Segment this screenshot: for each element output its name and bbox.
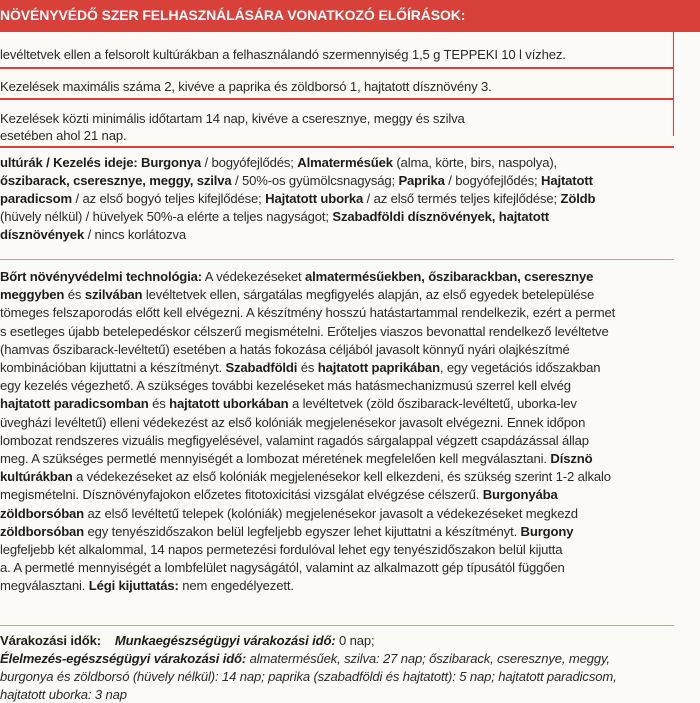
technology-line — [0, 432, 589, 449]
bold-term: almatermésűekben, őszibarackban, cseresznye — [304, 269, 594, 284]
technology-line — [0, 268, 593, 285]
divider — [0, 259, 674, 260]
bold-term: zöldborsóban — [0, 523, 85, 539]
technology-line — [0, 286, 594, 303]
text-segment: s esetleges újabb betelepedéskor célszerű megismételni. Erőteljes viaszos bevonattal rendelkező levéltetve — [0, 323, 609, 339]
text-segment: megválasztani. — [0, 578, 89, 594]
bold-term: kultúrákban — [0, 469, 73, 485]
text-segment: üvegházi levéltetű) elleni védekezést az első kolóniák megjelenésekor javasolt elvégezni. Ennek időpon — [0, 414, 586, 430]
dosage-rule: levéltetvek ellen a felsorolt kultúrákban a felhasználandó szermennyiség 1,5 g TEPPEKI 10 l vízhez. — [0, 47, 566, 62]
waiting-line: burgonya és zöldborsó (hüvely nélkül): 14 nap; paprika (szabadföldi és hajtatott): 5 nap; hajtatott paradicsom, — [0, 669, 617, 684]
bold-term: hajtatott uborkában — [169, 396, 289, 412]
technology-line — [0, 341, 570, 358]
text-segment: és — [297, 360, 318, 375]
waiting-title-line: Várakozási idők: Munkaegészségügyi várakozási idő: 0 nap; — [0, 633, 375, 648]
text-segment: kombinációban kijuttatni a készítményt. — [0, 360, 226, 375]
text-segment: megismételni. Dísznövényfajokon előzetes fitotoxicitási vizsgálat elvégzése célszerű. — [0, 487, 483, 503]
divider — [0, 625, 674, 626]
technology-line — [0, 450, 592, 467]
bold-term: hajtatott paprikában — [317, 360, 440, 375]
technology-line — [0, 559, 565, 576]
text-segment: az első levéltetű telepek (kolóniák) megjelenésekor javasolt a védekezéseket megkezd — [84, 505, 578, 521]
text-segment: (hamvas őszibarack-levéltetű) esetében a hatás fokozása céljából javasolt könnyű nyári olajkészítmé — [0, 341, 570, 357]
cultures-line: dísznövények / nincs korlátozva — [0, 227, 187, 242]
cultures-line: őszibarack, cseresznye, meggy, szilva / 50%-os gyümölcsnagyság; Paprika / bogyófejlődés; Hajtatott — [0, 173, 593, 188]
technology-line — [0, 414, 585, 431]
bold-term: Dísznö — [550, 451, 593, 466]
bold-term: Bőrt növényvédelmi technológia: — [0, 269, 202, 284]
text-segment: A védekezéseket — [201, 269, 305, 284]
bold-term: szilvában — [84, 287, 143, 303]
waiting-line: Élelmezés-egészségügyi várakozási idő: almatermésűek, szilva: 27 nap; őszibarack, cseresznye, meggy, — [0, 651, 610, 666]
bold-term: meggyben — [0, 287, 65, 303]
section-header — [0, 0, 700, 32]
technology-line — [0, 468, 611, 485]
technology-line — [0, 323, 609, 340]
treatment-count-rule: Kezelések maximális száma 2, kivéve a paprika és zöldborsó 1, hajtatott dísznövény 3. — [0, 79, 492, 94]
interval-rule-line2: esetében ahol 21 nap. — [0, 128, 127, 143]
technology-line — [0, 395, 577, 412]
text-segment: lombozat rendszeres vizuális megfigyelésével, valamint ragadós sárgalappal végzett csapdázással állap — [0, 432, 589, 448]
text-segment: legfeljebb két alkalommal, 14 napos permetezési fordulóval lehet egy tenyészidőszakon belül kijutta — [0, 542, 563, 557]
text-segment: tömeges felszaporodás előtt kell elvégezni. A készítmény hosszú hatástartammal rendelkezik, ezért a permet — [0, 305, 616, 321]
text-segment: a levéltetvek (zöld őszibarack-levéltetű, uborka-lev — [288, 396, 577, 412]
cultures-line: (hüvely nélkül) / hüvelyek 50%-a elérte a teljes nagyságot; Szabadföldi dísznövények, hajtatott — [0, 209, 550, 224]
text-segment: meg. A szükséges permetlé mennyiségét a lombozat méretének megfelelően kell megválasztani. — [0, 451, 551, 466]
technology-line — [0, 486, 558, 503]
text-segment: egy kezelés végezhető. A szükséges további kezeléseket más hatásmechanizmusú szerrel kell elvég — [0, 378, 571, 394]
text-segment: a. A permetlé mennyiségét a lombfelület nagyságától, valamint az alkalmazott gép típusától függően — [0, 560, 565, 576]
text-segment: és — [64, 287, 85, 303]
cultures-line: paradicsom / az első bogyó teljes kifejlődése; Hajtatott uborka / az első termés teljes kifejlődése; Zöldb — [0, 191, 596, 206]
text-segment: a védekezéseket az első kolóniák megjelenésekor kell elkezdeni, és szükség szerint 1-2 alkalo — [72, 469, 611, 485]
bold-term: Szabadföldi — [225, 360, 298, 375]
bold-term: zöldborsóban — [0, 505, 85, 521]
divider — [0, 67, 674, 69]
box-border-right — [673, 32, 674, 136]
section-title: NÖVÉNYVÉDŐ SZER FELHASZNÁLÁSÁRA VONATKOZÓ ELŐÍRÁSOK: — [0, 7, 466, 23]
technology-line — [0, 304, 615, 321]
technology-line — [0, 577, 294, 594]
divider — [0, 146, 674, 148]
cultures-line: ultúrák / Kezelés ideje: Burgonya / bogyófejlődés; Almatermésűek (alma, körte, birs, naspolya), — [0, 155, 558, 170]
interval-rule-line1: Kezelések közti minimális időtartam 14 nap, kivéve a cseresznye, meggy és szilva — [0, 111, 465, 126]
bold-term: Légi kijuttatás: — [88, 578, 179, 594]
text-segment: és — [148, 396, 170, 412]
technology-line — [0, 505, 578, 522]
bold-term: Burgonyába — [482, 487, 558, 503]
bold-term: hajtatott paradicsomban — [0, 396, 149, 412]
text-segment: egy tenyészidőszakon belül legfeljebb egyszer lehet kijuttatni a készítményt. — [84, 523, 521, 539]
technology-line — [0, 377, 571, 394]
text-segment: , egy vegetációs időszakban — [439, 360, 601, 375]
waiting-line: hajtatott uborka: 3 nap — [0, 687, 127, 702]
technology-line — [0, 523, 573, 540]
text-segment: nem engedélyezett. — [178, 578, 294, 594]
bold-term: Burgony — [520, 523, 574, 539]
technology-line — [0, 541, 562, 558]
technology-line — [0, 359, 600, 376]
divider — [0, 98, 674, 100]
text-segment: levéltetvek ellen, sárgatálas megfigyelés alapján, az első egyedek betelepülése — [142, 287, 595, 303]
